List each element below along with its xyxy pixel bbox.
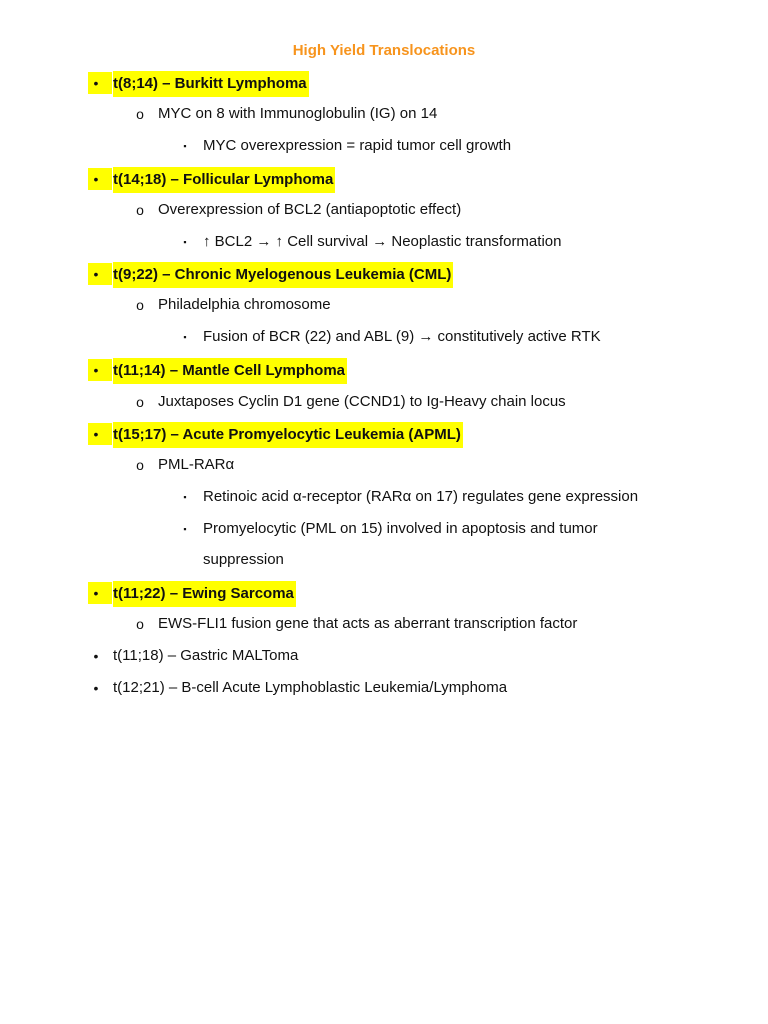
bullet-icon: • bbox=[93, 680, 99, 696]
list-item-burkitt bbox=[0, 71, 768, 95]
list-item bbox=[0, 517, 768, 541]
item-text: Overexpression of BCL2 (antiapoptotic effect) bbox=[158, 201, 462, 218]
bullet-icon: • bbox=[93, 585, 99, 601]
bullet-icon: • bbox=[93, 266, 99, 282]
page-title: High Yield Translocations bbox=[292, 42, 476, 59]
square-bullet-icon: ▪ bbox=[183, 492, 187, 502]
list-item bbox=[0, 612, 768, 636]
list-item-mantle-cell bbox=[0, 358, 768, 382]
item-text: t(8;14) – Burkitt Lymphoma bbox=[113, 71, 309, 97]
item-text: MYC on 8 with Immunoglobulin (IG) on 14 bbox=[158, 105, 438, 122]
list-item-cml bbox=[0, 262, 768, 286]
item-text: Retinoic acid α-receptor (RARα on 17) regulates gene expression bbox=[203, 488, 639, 505]
circle-bullet-icon: o bbox=[136, 202, 144, 218]
item-text: suppression bbox=[203, 551, 284, 568]
list-item-continuation bbox=[0, 548, 768, 572]
circle-bullet-icon: o bbox=[136, 394, 144, 410]
list-item bbox=[0, 485, 768, 509]
square-bullet-icon: ▪ bbox=[183, 237, 187, 247]
bullet-icon: • bbox=[93, 75, 99, 91]
item-text: t(9;22) – Chronic Myelogenous Leukemia (CML) bbox=[113, 262, 453, 288]
square-bullet-icon: ▪ bbox=[183, 524, 187, 534]
list-item bbox=[0, 230, 768, 254]
list-item-apml bbox=[0, 422, 768, 446]
bullet-icon: • bbox=[93, 648, 99, 664]
list-item bbox=[0, 390, 768, 414]
bullet-icon: • bbox=[93, 426, 99, 442]
item-text: Philadelphia chromosome bbox=[158, 296, 331, 313]
item-text: t(15;17) – Acute Promyelocytic Leukemia (APML) bbox=[113, 422, 463, 448]
bullet-icon: • bbox=[93, 362, 99, 378]
list-item-ewing bbox=[0, 581, 768, 605]
list-item-b-all bbox=[0, 676, 768, 700]
square-bullet-icon: ▪ bbox=[183, 141, 187, 151]
list-item bbox=[0, 134, 768, 158]
list-item bbox=[0, 293, 768, 317]
circle-bullet-icon: o bbox=[136, 457, 144, 473]
bullet-icon: • bbox=[93, 171, 99, 187]
item-text: t(14;18) – Follicular Lymphoma bbox=[113, 167, 335, 193]
list-item bbox=[0, 198, 768, 222]
list-item bbox=[0, 453, 768, 477]
item-text: t(11;14) – Mantle Cell Lymphoma bbox=[113, 358, 347, 384]
list-item bbox=[0, 325, 768, 349]
item-text: PML-RARα bbox=[158, 456, 235, 473]
item-text: t(12;21) – B-cell Acute Lymphoblastic Leukemia/Lymphoma bbox=[113, 679, 508, 696]
list-item-follicular bbox=[0, 167, 768, 191]
circle-bullet-icon: o bbox=[136, 106, 144, 122]
item-text: t(11;22) – Ewing Sarcoma bbox=[113, 581, 296, 607]
item-text: Fusion of BCR (22) and ABL (9) → constitutively active RTK bbox=[203, 328, 601, 345]
item-text: Juxtaposes Cyclin D1 gene (CCND1) to Ig-Heavy chain locus bbox=[158, 393, 566, 410]
square-bullet-icon: ▪ bbox=[183, 332, 187, 342]
circle-bullet-icon: o bbox=[136, 616, 144, 632]
item-text: EWS-FLI1 fusion gene that acts as aberrant transcription factor bbox=[158, 615, 578, 632]
list-item-maltoma bbox=[0, 644, 768, 668]
item-text: MYC overexpression = rapid tumor cell growth bbox=[203, 137, 512, 154]
item-text: Promyelocytic (PML on 15) involved in apoptosis and tumor bbox=[203, 520, 598, 537]
item-text: ↑ BCL2 → ↑ Cell survival → Neoplastic transformation bbox=[203, 233, 562, 250]
circle-bullet-icon: o bbox=[136, 297, 144, 313]
item-text: t(11;18) – Gastric MALToma bbox=[113, 647, 299, 664]
list-item bbox=[0, 102, 768, 126]
